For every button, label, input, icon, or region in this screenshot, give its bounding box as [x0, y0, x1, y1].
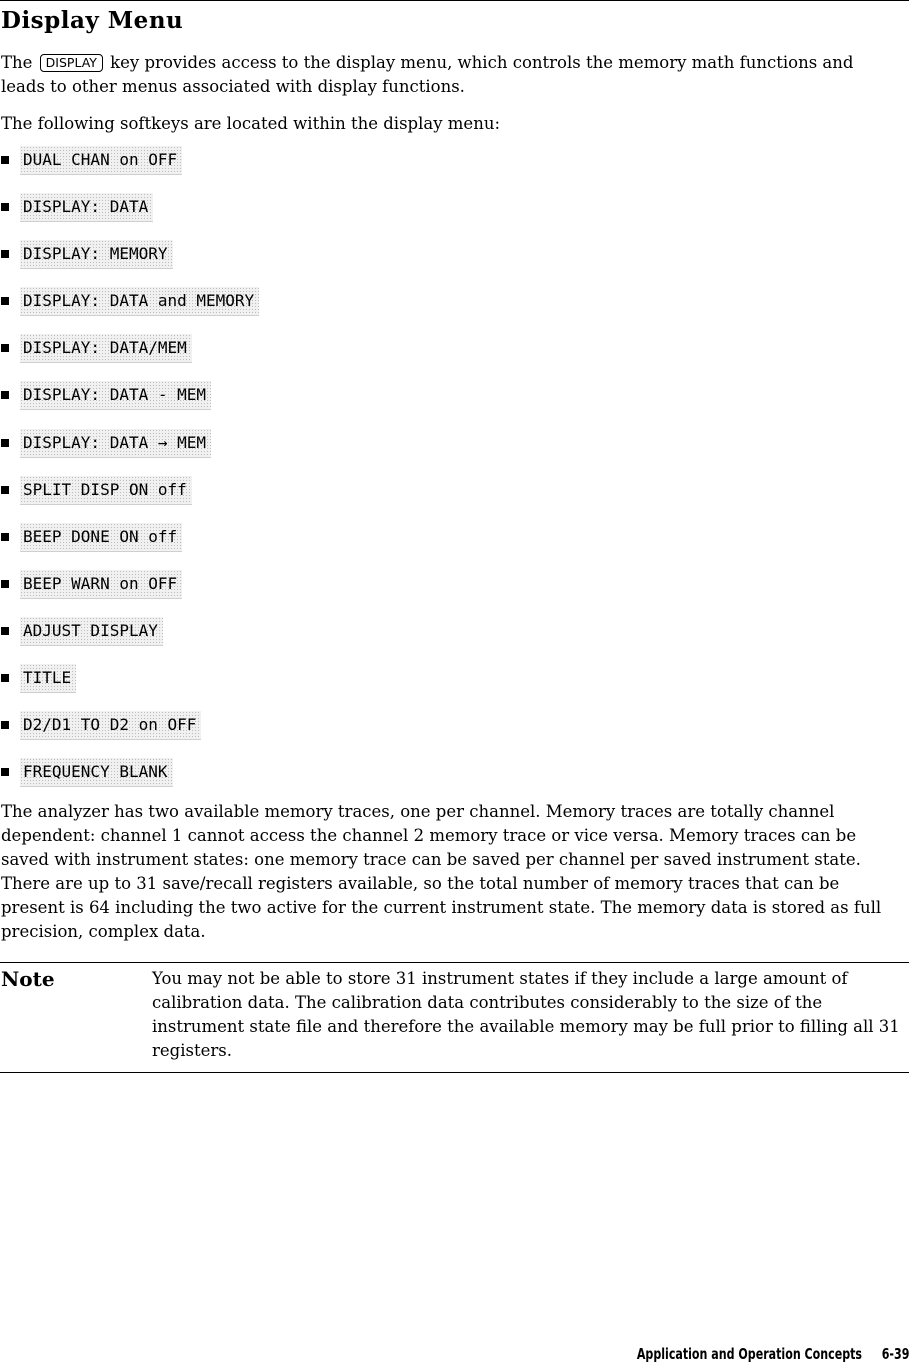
bullet-icon — [1, 439, 9, 447]
softkey-beep-done: BEEP DONE ON off — [20, 523, 182, 552]
note-bottom-rule — [0, 1072, 909, 1073]
softkey-display-data: DISPLAY: DATA — [20, 193, 153, 222]
top-rule — [0, 0, 909, 1]
page-footer — [636, 1345, 909, 1363]
bullet-icon — [1, 297, 9, 305]
bullet-icon — [1, 344, 9, 352]
intro-paragraph — [1, 51, 881, 99]
analyzer-paragraph: The analyzer has two available memory traces, one per channel. Memory traces are totally channel dependent: channel 1 cannot access the channel 2 memory trace or vice versa. Memory traces can be saved with instrument states: one memory trace can be saved per channel per saved instrument state. There are up to 31 save/recall registers available, so the total number of memory traces that can be present is 64 including the two active for the current instrument state. The memory data is stored as full precision, complex data. — [1, 802, 882, 941]
softkeys-intro: The following softkeys are located within the display menu: — [1, 114, 501, 133]
softkey-adjust-display: ADJUST DISPLAY — [20, 617, 163, 646]
bullet-icon — [1, 674, 9, 682]
softkey-beep-warn: BEEP WARN on OFF — [20, 570, 182, 599]
note-top-rule — [0, 962, 909, 963]
softkey-d2-d1-to-d2: D2/D1 TO D2 on OFF — [20, 711, 201, 740]
bullet-icon — [1, 627, 9, 635]
bullet-icon — [1, 768, 9, 776]
note-text: You may not be able to store 31 instrument states if they include a large amount of calibration data. The calibration data contributes considerably to the size of the instrument state file and therefore the available memory may be full prior to filling all 31 registers. — [152, 969, 900, 1060]
bullet-icon — [1, 486, 9, 494]
footer-section-title: Application and Operation Concepts — [636, 1345, 862, 1363]
bullet-icon — [1, 250, 9, 258]
bullet-icon — [1, 533, 9, 541]
softkey-dual-chan: DUAL CHAN on OFF — [20, 146, 182, 175]
softkey-display-memory: DISPLAY: MEMORY — [20, 240, 173, 269]
bullet-icon — [1, 203, 9, 211]
bullet-icon — [1, 580, 9, 588]
note-label: Note — [1, 967, 55, 991]
section-heading: Display Menu — [1, 7, 184, 34]
bullet-icon — [1, 721, 9, 729]
softkey-title: TITLE — [20, 664, 76, 693]
softkey-split-disp: SPLIT DISP ON off — [20, 476, 192, 505]
bullet-icon — [1, 156, 9, 164]
intro-text-before-key: The — [1, 53, 38, 72]
intro-text-after-key: key provides access to the display menu, which controls the memory math functions and leads to other menus associated with display functions. — [1, 53, 854, 96]
softkey-display-data-and-memory: DISPLAY: DATA and MEMORY — [20, 287, 259, 316]
softkey-display-data-div-mem: DISPLAY: DATA/MEM — [20, 334, 192, 363]
display-hardkey: DISPLAY — [40, 54, 103, 72]
bullet-icon — [1, 391, 9, 399]
softkey-display-data-to-mem: DISPLAY: DATA → MEM — [20, 429, 211, 458]
footer-page-number: 6-39 — [881, 1345, 909, 1363]
softkey-display-data-minus-mem: DISPLAY: DATA - MEM — [20, 381, 211, 410]
softkey-frequency-blank: FREQUENCY BLANK — [20, 758, 173, 787]
